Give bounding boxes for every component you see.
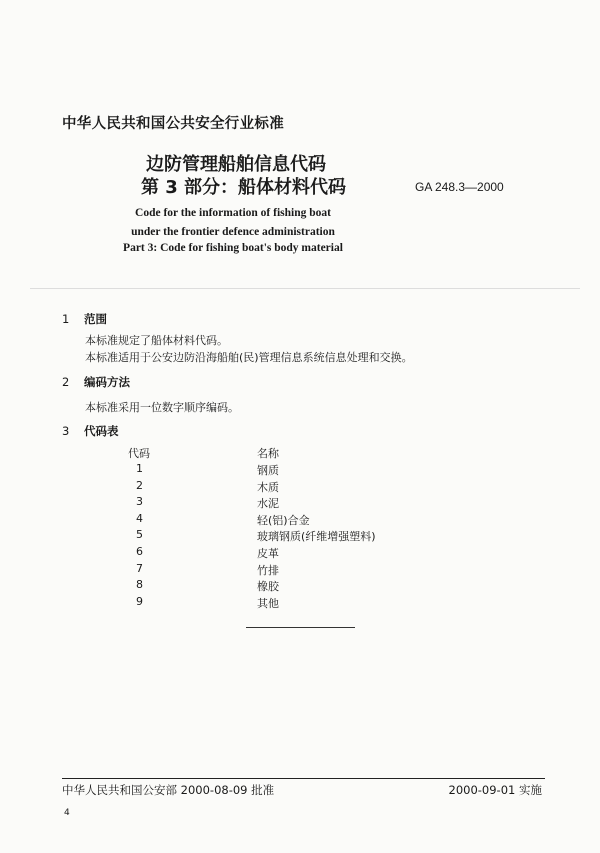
table-cell-name: 轻(铝)合金 — [257, 513, 310, 527]
end-rule — [246, 627, 355, 628]
english-title-line: Part 3: Code for fishing boat's body material — [123, 242, 343, 254]
table-cell-name: 木质 — [257, 480, 279, 494]
footer-rule — [62, 778, 545, 779]
table-cell-code: 2 — [136, 478, 143, 492]
table-cell-name: 皮革 — [257, 547, 279, 560]
section-number: 3 — [62, 424, 70, 438]
table-header-code: 代码 — [128, 447, 150, 460]
approval-date: 中华人民共和国公安部 2000-08-09 批准 — [62, 783, 275, 797]
table-cell-name: 钢质 — [257, 464, 279, 477]
section-heading-2 — [62, 374, 130, 390]
table-cell-code: 6 — [136, 545, 143, 558]
section-number: 1 — [62, 312, 70, 326]
divider — [30, 288, 580, 289]
table-cell-code: 5 — [136, 528, 143, 542]
table-cell-code: 7 — [136, 561, 143, 575]
table-cell-code: 1 — [136, 462, 143, 475]
section-title: 范围 — [84, 312, 107, 326]
table-cell-code: 8 — [136, 578, 143, 592]
table-cell-name: 橡胶 — [257, 580, 279, 594]
title-line-2: 第 3 部分：船体材料代码 — [141, 177, 347, 198]
table-cell-code: 4 — [136, 511, 143, 525]
table-cell-code: 3 — [136, 495, 143, 509]
english-title-line: Code for the information of fishing boat — [135, 207, 331, 219]
section-heading-3 — [62, 423, 119, 439]
paragraph: 本标准采用一位数字顺序编码。 — [85, 401, 239, 414]
table-cell-name: 玻璃钢质(纤维增强塑料) — [257, 530, 376, 544]
page-number: 4 — [64, 808, 70, 818]
table-cell-code: 9 — [136, 594, 143, 608]
standard-category-header: 中华人民共和国公共安全行业标准 — [62, 116, 284, 132]
paragraph: 本标准适用于公安边防沿海船舶(民)管理信息系统信息处理和交换。 — [85, 351, 413, 364]
section-number: 2 — [62, 375, 70, 389]
section-heading-1 — [62, 311, 107, 327]
english-title-line: under the frontier defence administration — [131, 226, 335, 238]
paragraph: 本标准规定了船体材料代码。 — [85, 334, 228, 347]
table-cell-name: 水泥 — [257, 497, 279, 511]
title-line-1: 边防管理船舶信息代码 — [146, 154, 326, 175]
table-cell-name: 其他 — [257, 596, 279, 610]
standard-number: GA 248.3—2000 — [415, 180, 504, 194]
section-title: 代码表 — [84, 424, 119, 438]
effective-date: 2000-09-01 实施 — [448, 783, 542, 797]
table-header-name: 名称 — [257, 447, 279, 460]
table-cell-name: 竹排 — [257, 563, 279, 577]
section-title: 编码方法 — [84, 375, 130, 389]
